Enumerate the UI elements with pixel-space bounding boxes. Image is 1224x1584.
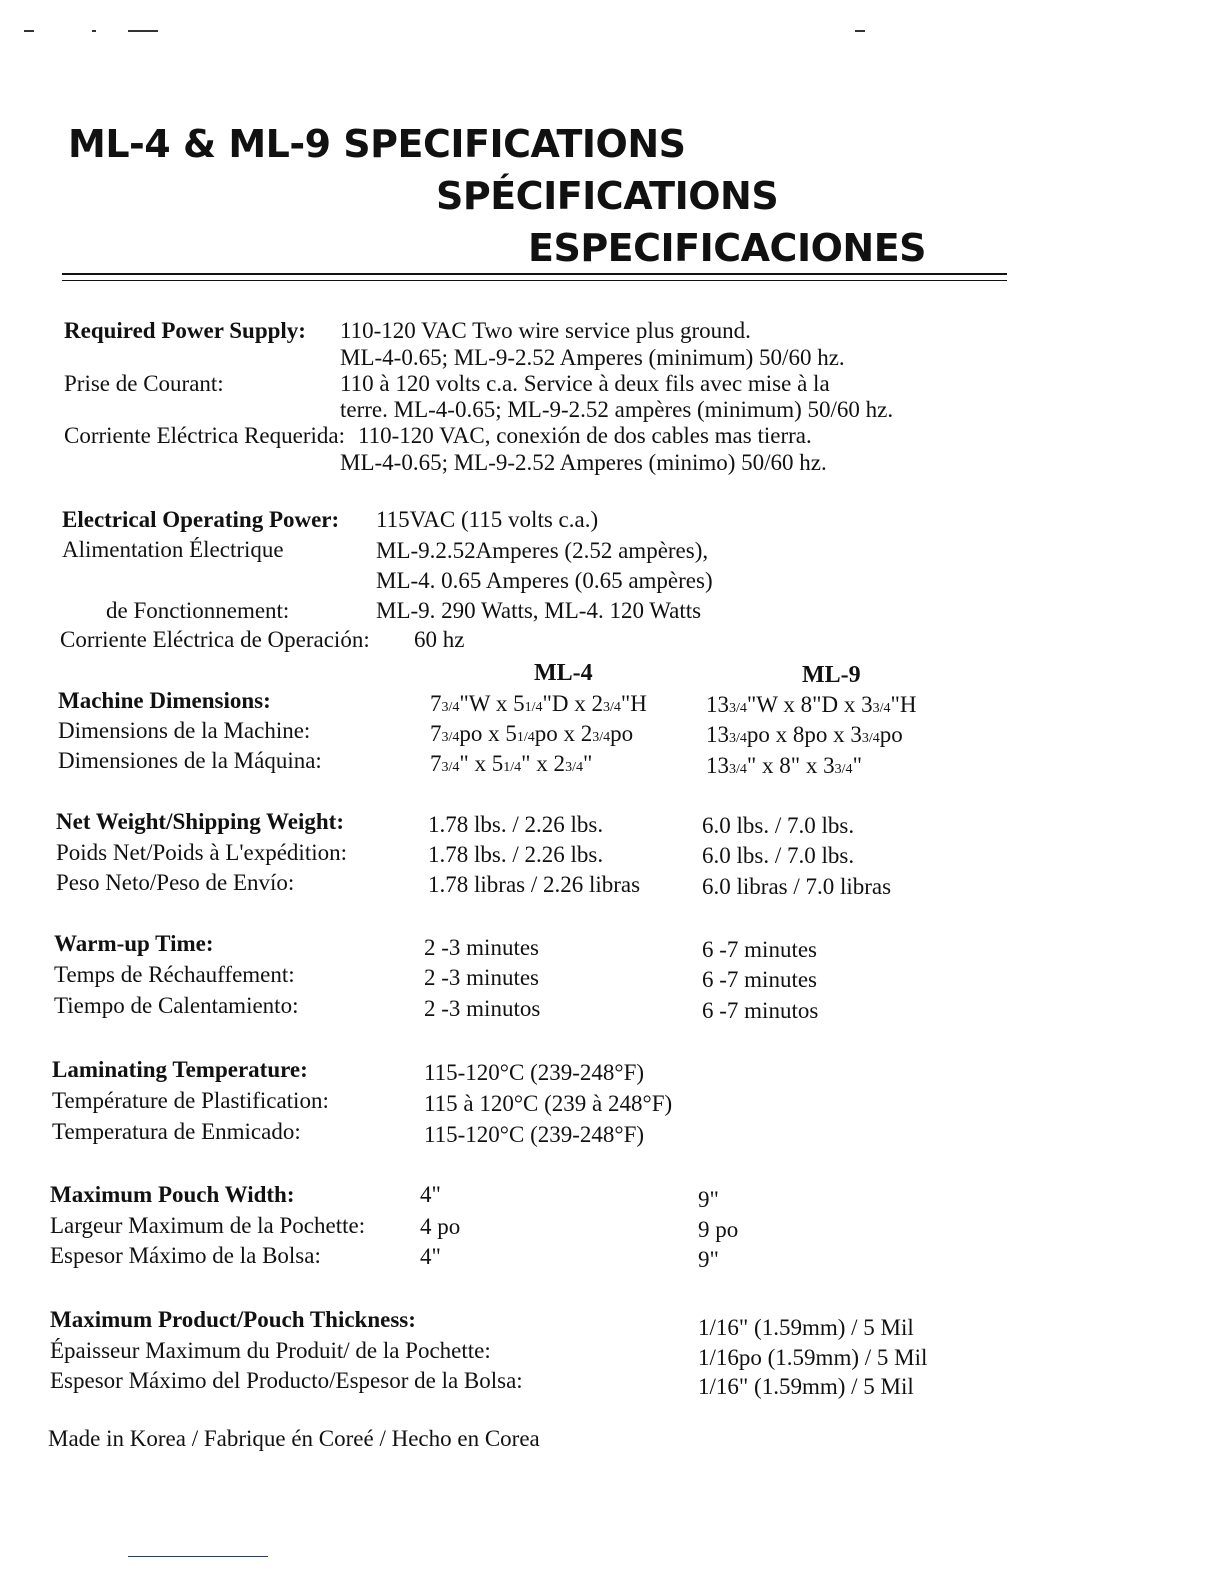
dimensions-label-es: Dimensiones de la Máquina: — [58, 748, 322, 773]
thickness-value: 1/16" (1.59mm) / 5 Mil — [698, 1315, 914, 1340]
operating-power-value: ML-9.2.52Amperes (2.52 ampères), — [376, 538, 709, 563]
operating-power-label: Electrical Operating Power: — [62, 507, 340, 532]
weight-ml9: 6.0 libras / 7.0 libras — [702, 874, 892, 899]
temperature-value: 115-120°C (239-248°F) — [424, 1060, 645, 1085]
temperature-label: Laminating Temperature: — [52, 1057, 308, 1082]
warmup-ml9: 6 -7 minutos — [702, 998, 819, 1023]
weight-ml4: 1.78 libras / 2.26 libras — [428, 872, 641, 897]
power-supply-value-fr: 110 à 120 volts c.a. Service à deux fils avec mise à la — [340, 371, 830, 396]
thickness-label-fr: Épaisseur Maximum du Produit/ de la Pochette: — [50, 1338, 491, 1363]
pouch-width-ml4: 4" — [420, 1244, 441, 1269]
page-title-fr: SPÉCIFICATIONS — [436, 174, 779, 218]
pouch-width-ml9: 9" — [698, 1247, 719, 1272]
weight-ml4: 1.78 lbs. / 2.26 lbs. — [428, 812, 604, 837]
warmup-ml4: 2 -3 minutes — [424, 965, 539, 990]
pouch-width-ml9: 9 po — [698, 1217, 739, 1242]
power-supply-label-es: Corriente Eléctrica Requerida: — [64, 423, 345, 448]
warmup-ml4: 2 -3 minutos — [424, 996, 541, 1021]
title-rule — [62, 273, 1007, 275]
power-supply-value-es: 110-120 VAC, conexión de dos cables mas tierra. — [358, 423, 812, 448]
scan-mark — [24, 30, 34, 32]
warmup-ml4: 2 -3 minutes — [424, 935, 539, 960]
weight-ml9: 6.0 lbs. / 7.0 lbs. — [702, 813, 855, 838]
operating-power-label-es: Corriente Eléctrica de Operación: — [60, 627, 370, 652]
warmup-label-es: Tiempo de Calentamiento: — [54, 993, 299, 1018]
warmup-ml9: 6 -7 minutes — [702, 937, 817, 962]
dimensions-label: Machine Dimensions: — [58, 688, 271, 713]
scan-mark — [855, 30, 865, 32]
column-header-ml4: ML-4 — [534, 660, 593, 686]
pouch-width-ml4: 4" — [420, 1182, 441, 1207]
weight-label-fr: Poids Net/Poids à L'expédition: — [56, 840, 347, 865]
temperature-value: 115 à 120°C (239 à 248°F) — [424, 1091, 673, 1116]
dimensions-ml9-fr: 133/4po x 8po x 33/4po — [706, 722, 903, 747]
title-rule-thin — [62, 280, 1007, 281]
operating-power-label-fr: de Fonctionnement: — [106, 598, 290, 623]
operating-power-value: 60 hz — [414, 627, 465, 652]
operating-power-value: ML-4. 0.65 Amperes (0.65 ampères) — [376, 568, 713, 593]
dimensions-ml4-fr: 73/4po x 51/4po x 23/4po — [430, 721, 634, 746]
pouch-width-label: Maximum Pouch Width: — [50, 1182, 295, 1207]
scan-mark — [128, 30, 158, 32]
thickness-label: Maximum Product/Pouch Thickness: — [50, 1307, 416, 1332]
pouch-width-label-es: Espesor Máximo de la Bolsa: — [50, 1243, 321, 1268]
temperature-label-es: Temperatura de Enmicado: — [52, 1119, 301, 1144]
origin-note: Made in Korea / Fabrique én Coreé / Hecho en Corea — [48, 1426, 540, 1451]
column-header-ml9: ML-9 — [802, 662, 861, 688]
weight-label: Net Weight/Shipping Weight: — [56, 809, 344, 834]
power-supply-value: 110-120 VAC Two wire service plus ground. — [340, 318, 751, 343]
dimensions-ml4-es: 73/4" x 51/4" x 23/4" — [430, 751, 593, 776]
weight-ml4: 1.78 lbs. / 2.26 lbs. — [428, 842, 604, 867]
dimensions-label-fr: Dimensions de la Machine: — [58, 718, 311, 743]
page-title: ML-4 & ML-9 SPECIFICATIONS — [68, 122, 686, 166]
warmup-label: Warm-up Time: — [54, 931, 214, 956]
pouch-width-ml9: 9" — [698, 1187, 719, 1212]
temperature-label-fr: Température de Plastification: — [52, 1088, 329, 1113]
thickness-value: 1/16po (1.59mm) / 5 Mil — [698, 1345, 928, 1370]
scan-mark — [128, 1556, 268, 1557]
operating-power-value: ML-9. 290 Watts, ML-4. 120 Watts — [376, 598, 702, 623]
scan-mark — [92, 30, 96, 32]
power-supply-label: Required Power Supply: — [64, 318, 306, 343]
thickness-value: 1/16" (1.59mm) / 5 Mil — [698, 1374, 914, 1399]
power-supply-value-es: ML-4-0.65; ML-9-2.52 Amperes (minimo) 50/60 hz. — [340, 450, 827, 475]
weight-ml9: 6.0 lbs. / 7.0 lbs. — [702, 843, 855, 868]
warmup-label-fr: Temps de Réchauffement: — [54, 962, 295, 987]
weight-label-es: Peso Neto/Peso de Envío: — [56, 870, 295, 895]
operating-power-label-fr: Alimentation Électrique — [62, 537, 284, 562]
operating-power-value: 115VAC (115 volts c.a.) — [376, 507, 599, 532]
dimensions-ml9-en: 133/4"W x 8"D x 33/4"H — [706, 692, 917, 717]
page-title-es: ESPECIFICACIONES — [528, 226, 927, 270]
power-supply-value-fr: terre. ML-4-0.65; ML-9-2.52 ampères (minimum) 50/60 hz. — [340, 397, 894, 422]
dimensions-ml4-en: 73/4"W x 51/4"D x 23/4"H — [430, 691, 647, 716]
warmup-ml9: 6 -7 minutes — [702, 967, 817, 992]
pouch-width-ml4: 4 po — [420, 1214, 461, 1239]
temperature-value: 115-120°C (239-248°F) — [424, 1122, 645, 1147]
pouch-width-label-fr: Largeur Maximum de la Pochette: — [50, 1213, 366, 1238]
power-supply-value: ML-4-0.65; ML-9-2.52 Amperes (minimum) 50/60 hz. — [340, 345, 845, 370]
thickness-label-es: Espesor Máximo del Producto/Espesor de la Bolsa: — [50, 1368, 523, 1393]
dimensions-ml9-es: 133/4" x 8" x 33/4" — [706, 753, 862, 778]
power-supply-label-fr: Prise de Courant: — [64, 371, 224, 396]
